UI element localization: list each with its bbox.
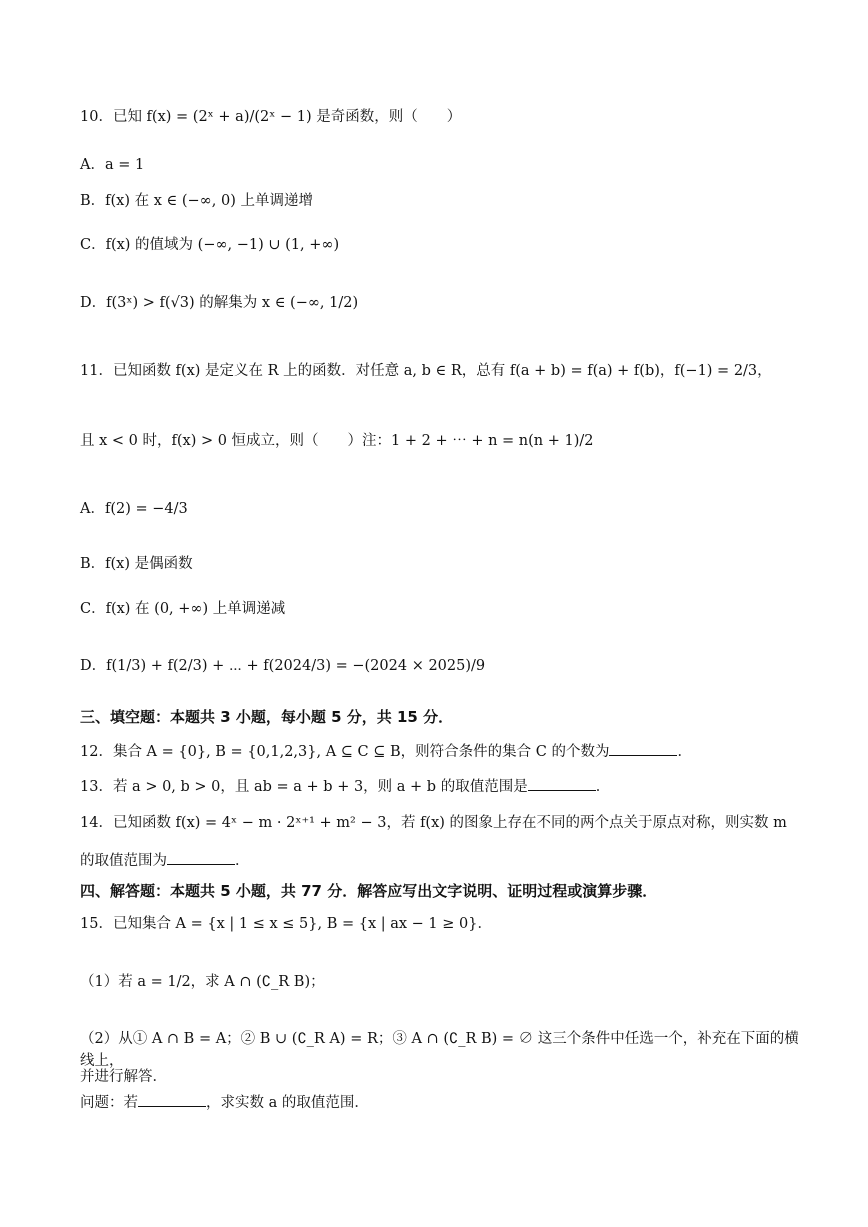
q14-line2 bbox=[80, 850, 800, 872]
q12-end: ． bbox=[677, 744, 692, 760]
q10-option-a: A．a = 1 bbox=[80, 157, 145, 173]
q10-stem: 10．已知 f(x) = (2ˣ + a)/(2ˣ − 1) 是奇函数，则（ ） bbox=[80, 109, 462, 125]
q15-question-text: 问题：若 bbox=[80, 1095, 138, 1111]
q14-end: ． bbox=[235, 853, 250, 869]
q11-option-b: B．f(x) 是偶函数 bbox=[80, 556, 193, 572]
section-3-heading: 三、填空题：本题共 3 小题，每小题 5 分，共 15 分． bbox=[80, 708, 454, 726]
q13-answer-blank[interactable] bbox=[528, 776, 596, 791]
q11-stem-line1: 11．已知函数 f(x) 是定义在 R 上的函数．对任意 a, b ∈ R，总有 f(a + b) = f(a) + f(b)，f(−1) = 2/3， bbox=[80, 363, 772, 379]
q13-text: 13．若 a > 0, b > 0，且 ab = a + b + 3，则 a + b 的取值范围是 bbox=[80, 779, 528, 795]
q11-option-d: D．f(1/3) + f(2/3) + ⋯ + f(2024/3) = −(2024 × 2025)/9 bbox=[80, 658, 486, 674]
q14-answer-blank[interactable] bbox=[167, 850, 235, 865]
q12-text: 12．集合 A = {0}, B = {0,1,2,3}, A ⊆ C ⊆ B，则符合条件的集合 C 的个数为 bbox=[80, 744, 610, 760]
q15-part1: （1）若 a = 1/2，求 A ∩ (∁_R B)； bbox=[80, 974, 325, 990]
q10-option-b: B．f(x) 在 x ∈ (−∞, 0) 上单调递增 bbox=[80, 193, 313, 209]
q15-part2-line2: 并进行解答． bbox=[80, 1069, 167, 1085]
q12-answer-blank[interactable] bbox=[609, 741, 677, 756]
q11-option-a: A．f(2) = −4/3 bbox=[80, 501, 188, 517]
q14-text: 的取值范围为 bbox=[80, 853, 167, 869]
question-12 bbox=[80, 741, 800, 763]
q15-stem: 15．已知集合 A = {x | 1 ≤ x ≤ 5}, B = {x | ax − 1 ≥ 0}． bbox=[80, 916, 492, 932]
q11-option-c: C．f(x) 在 (0, +∞) 上单调递减 bbox=[80, 601, 286, 617]
q15-question-end: ，求实数 a 的取值范围． bbox=[206, 1095, 369, 1111]
q15-answer-blank[interactable] bbox=[138, 1092, 206, 1107]
q10-option-c: C．f(x) 的值域为 (−∞, −1) ∪ (1, +∞) bbox=[80, 237, 340, 253]
q14-line1: 14．已知函数 f(x) = 4ˣ − m · 2ˣ⁺¹ + m² − 3，若 f(x) 的图象上存在不同的两个点关于原点对称，则实数 m bbox=[80, 815, 787, 831]
q10-option-d: D．f(3ˣ) > f(√3) 的解集为 x ∈ (−∞, 1/2) bbox=[80, 295, 359, 311]
section-4-heading: 四、解答题：本题共 5 小题，共 77 分．解答应写出文字说明、证明过程或演算步骤． bbox=[80, 882, 658, 900]
q15-part2-line1: （2）从① A ∩ B = A；② B ∪ (∁_R A) = R；③ A ∩ (∁_R B) = ∅ 这三个条件中任选一个，补充在下面的横线上， bbox=[80, 1031, 799, 1069]
q15-question bbox=[80, 1092, 800, 1114]
question-13 bbox=[80, 776, 800, 798]
q13-end: ． bbox=[595, 779, 611, 795]
q11-stem-line2: 且 x < 0 时，f(x) > 0 恒成立，则（ ）注：1 + 2 + ⋯ + n = n(n + 1)/2 bbox=[80, 433, 594, 449]
